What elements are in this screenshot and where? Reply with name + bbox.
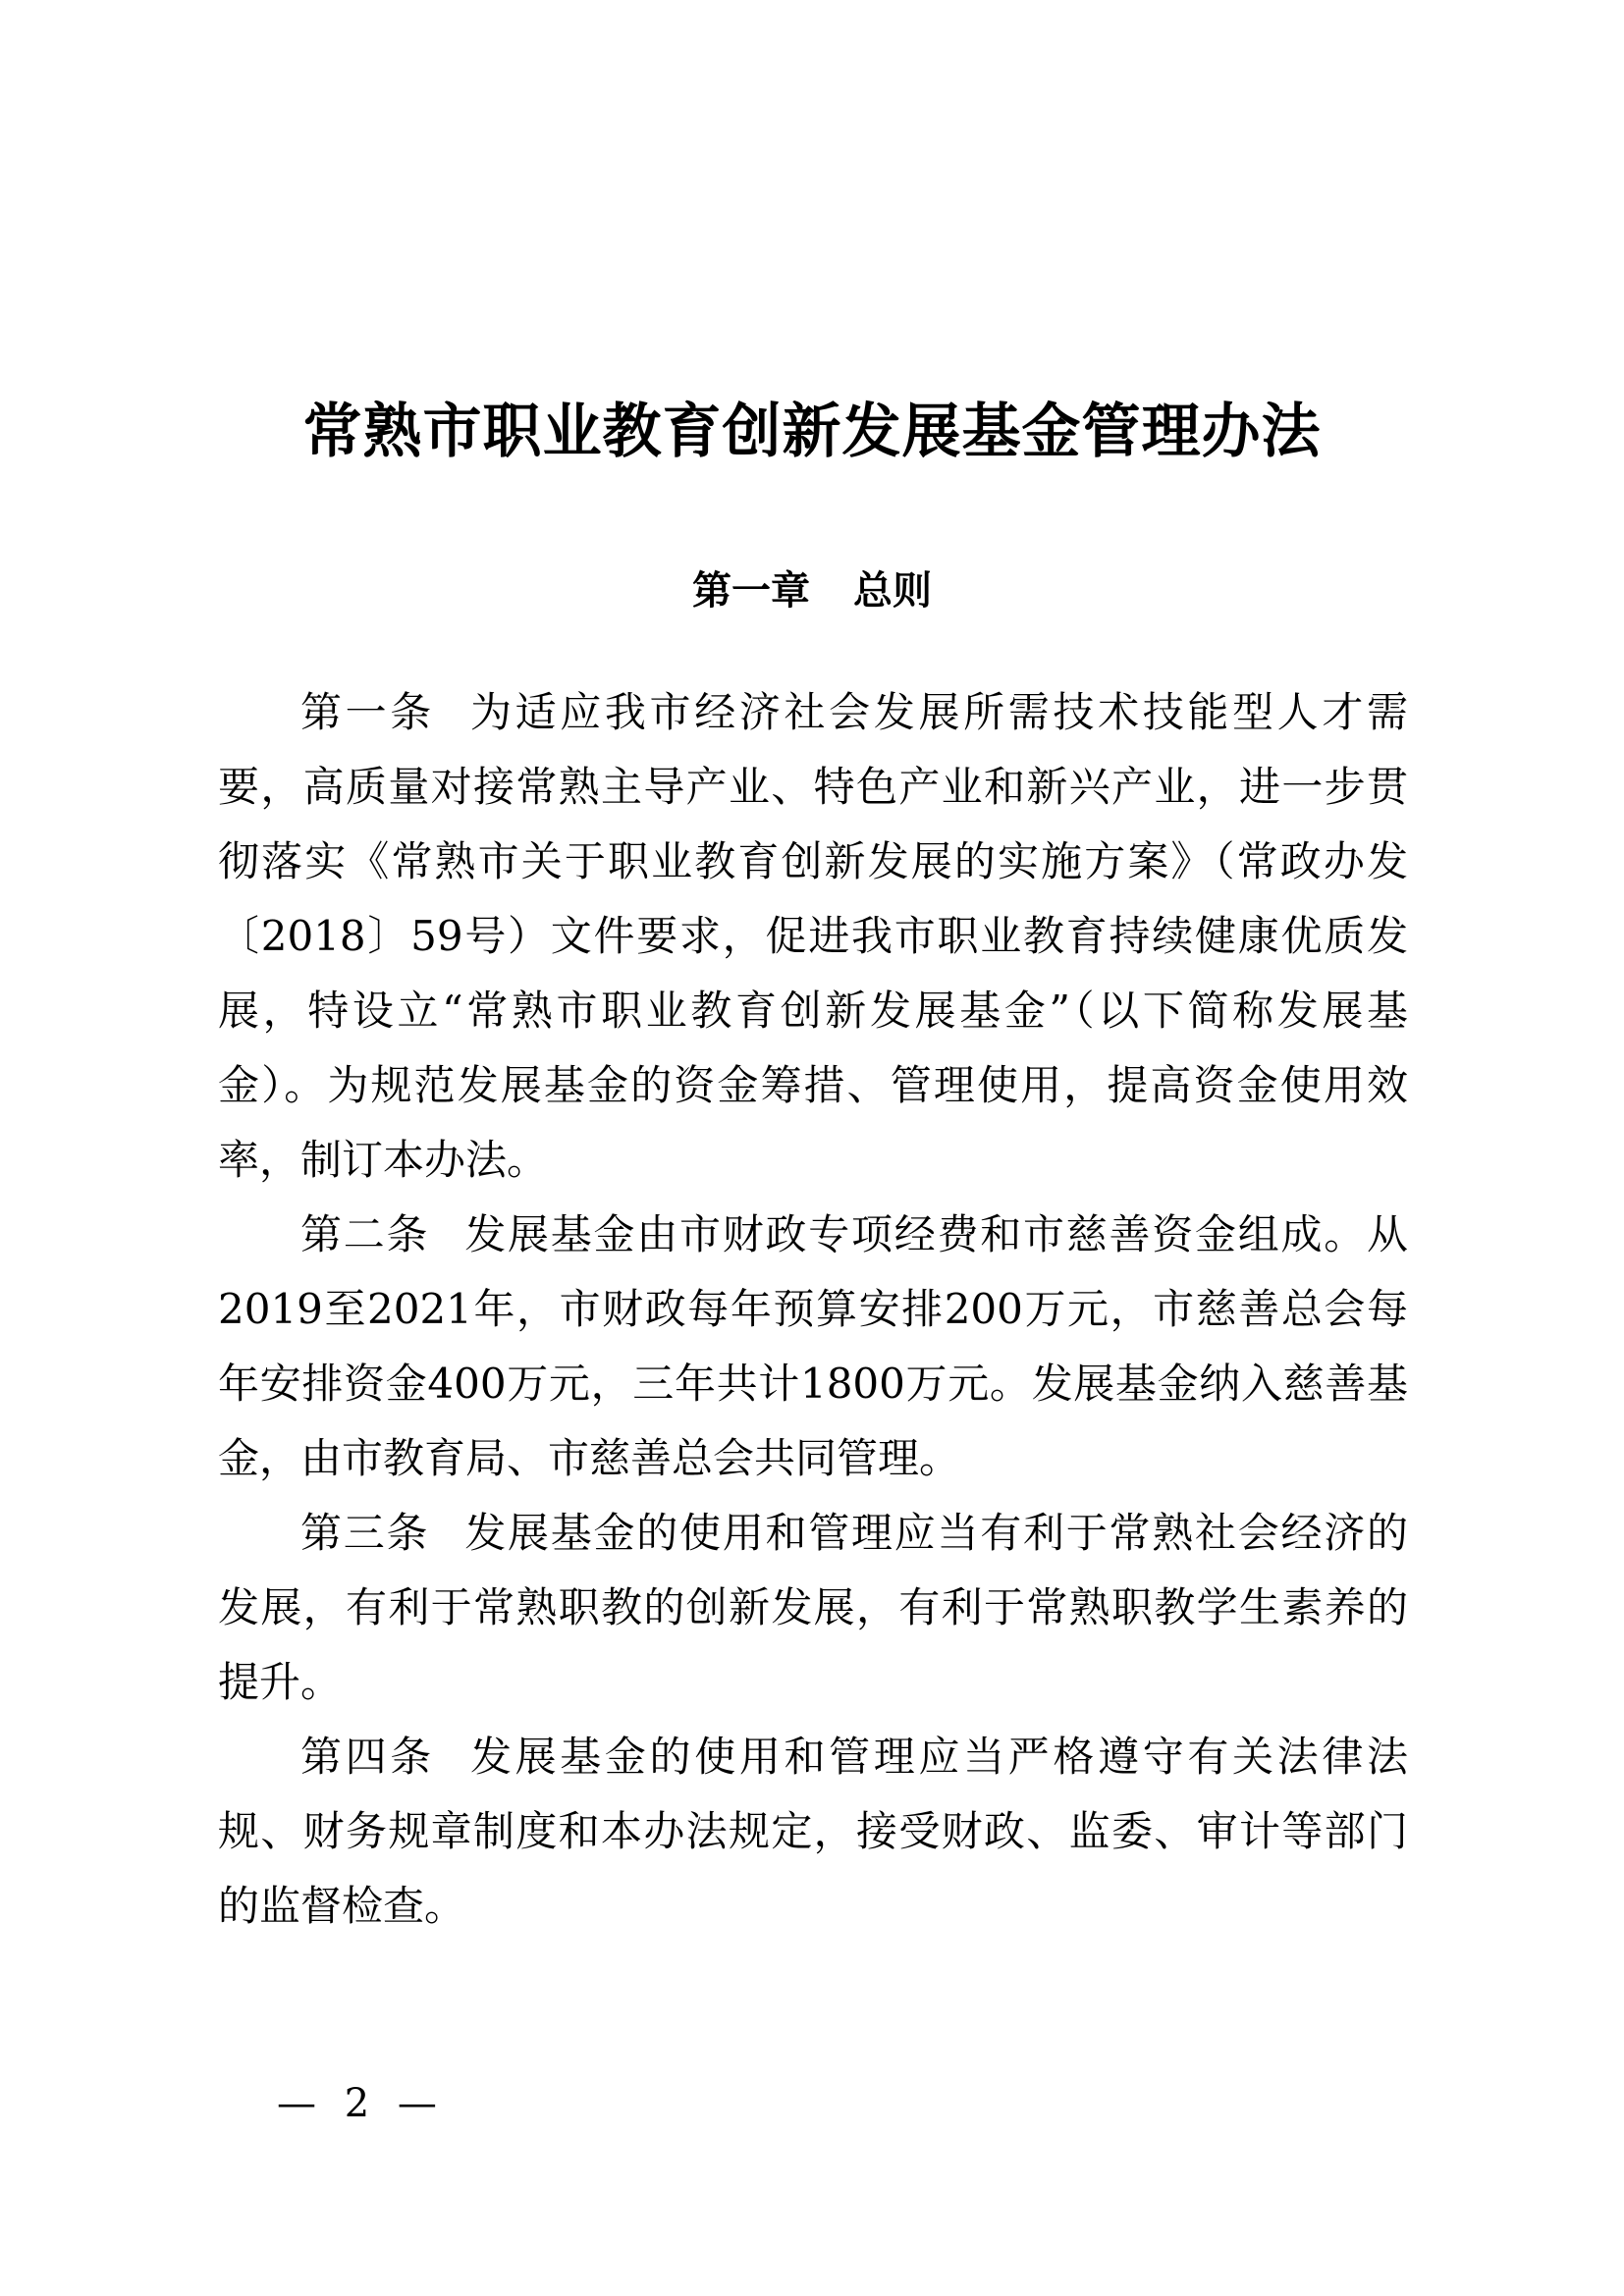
article-number: 第三条 [300, 1509, 430, 1557]
document-title: 常熟市职业教育创新发展基金管理办法 [302, 398, 1322, 466]
article-number: 第一条 [300, 688, 435, 736]
article-paragraph [218, 1720, 1408, 1944]
article-paragraph [218, 1496, 1408, 1720]
article-paragraph [218, 675, 1408, 1198]
article-text: 发展基金由市财政专项经费和市慈善资金组成。从2019至2021年，市财政每年预算安排200万元，市慈善总会每年安排资金400万元，三年共计1800万元。发展基金纳入慈善基金，由市教育局、市慈善总会共同管理。 [218, 1210, 1408, 1482]
chapter-number: 第一章 [692, 568, 810, 614]
article-text: 发展基金的使用和管理应当有利于常熟社会经济的发展，有利于常熟职教的创新发展，有利于常熟职教学生素养的提升。 [218, 1509, 1408, 1706]
article-text: 发展基金的使用和管理应当严格遵守有关法律法规、财务规章制度和本办法规定，接受财政、监委、审计等部门的监督检查。 [218, 1733, 1408, 1930]
article-text: 为适应我市经济社会发展所需技术技能型人才需要，高质量对接常熟主导产业、特色产业和新兴产业，进一步贯彻落实《常熟市关于职业教育创新发展的实施方案》（常政办发〔2018〕59号）文件要求，促进我市职业教育持续健康优质发展，特设立“常熟市职业教育创新发展基金”（以下简称发展基金）。为规范发展基金的资金筹措、管理使用，提高资金使用效率，制订本办法。 [218, 688, 1408, 1184]
page-number: — 2 — [277, 2081, 445, 2126]
article-number: 第四条 [300, 1733, 435, 1781]
article-paragraph [218, 1198, 1408, 1496]
chapter-name: 总则 [853, 568, 932, 614]
document-body [218, 675, 1408, 1944]
article-number: 第二条 [300, 1210, 430, 1258]
chapter-heading [0, 561, 1624, 620]
